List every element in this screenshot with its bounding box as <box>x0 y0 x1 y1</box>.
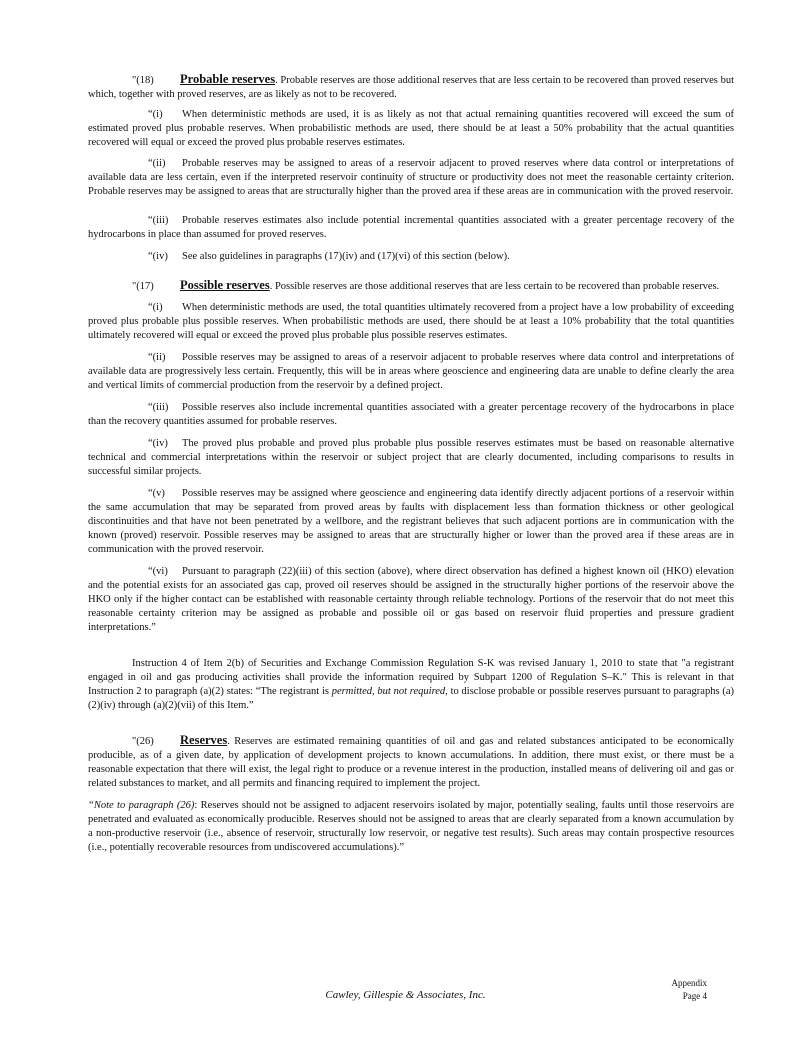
possible-reserves-heading <box>88 278 734 294</box>
section-number: "(17) <box>132 281 154 292</box>
possible-item-v: “(v) Possible reserves may be assigned where geoscience and engineering data identify directly adjacent portions of a reservoir within the same accumulation that may be separated from proved areas by faults with displacement less than formation thickness or other geological discontinuities and that have not been penetrated by a wellbore, and the registrant believes that such adjacent portions are in communication with the known (proved) reservoir. Possible reserves may be assigned to areas that are structurally higher or lower than the proved area if these areas are in communication with the proved reservoir. <box>88 488 734 555</box>
possible-item-iii: “(iii) Possible reserves also include incremental quantities associated with a greater percentage recovery of the hydrocarbons in place than the recovery quantities assumed for probable reserves. <box>88 402 734 427</box>
footer-company: Cawley, Gillespie & Associates, Inc. <box>325 989 486 1001</box>
footer-page-number: Page 4 <box>682 991 707 1001</box>
section-number: "(26) <box>132 736 154 747</box>
reserves-heading <box>88 733 734 791</box>
section-title: Probable reserves <box>180 72 276 86</box>
instruction-paragraph: Instruction 4 of Item 2(b) of Securities and Exchange Commission Regulation S-K was revised January 1, 2010 to state that "a registrant engaged in oil and gas producing activities shall provide the information required by Subpart 1200 of Regulation S–K." This is relevant in that Instruction 2 to paragraph (a)(2) states: “The registrant is permitted, but not required, to disclose probable or possible reserves pursuant to paragraphs (a)(2)(iv) through (a)(2)(vii) of this Item.” <box>88 658 734 711</box>
probable-item-iv: “(iv) See also guidelines in paragraphs (17)(iv) and (17)(vi) of this section (below). <box>148 251 510 262</box>
section-intro: . Possible reserves are those additional reserves that are less certain to be recovered than probable reserves. <box>269 281 720 292</box>
possible-item-iv: “(iv) The proved plus probable and proved plus probable plus possible reserves estimates must be based on reasonable alternative technical and commercial interpretations within the reservoir or subject project that are clearly documented, including comparisons to results in successful similar projects. <box>88 438 734 477</box>
possible-item-vi: “(vi) Pursuant to paragraph (22)(iii) of this section (above), where direct observation has defined a highest known oil (HKO) elevation and the potential exists for an associated gas cap, proved oil reserves should be assigned in the structurally higher portions of the reservoir above the HKO only if the higher contact can be established with reasonable certainty through reliable technology. Portions of the reservoir that do not meet this reasonable certainty criterion may be assigned as probable and possible oil or gas based on reservoir fluid properties and pressure gradient interpretations.” <box>88 566 734 633</box>
reserves-note <box>88 799 734 855</box>
footer-section: Appendix <box>671 978 707 988</box>
probable-item-i: “(i) When deterministic methods are used, it is as likely as not that actual remaining quantities recovered will exceed the sum of estimated proved plus probable reserves. When probabilistic methods are used, there should be at least a 50% probability that the actual quantities recovered will equal or exceed the proved plus probable reserves estimates. <box>88 109 734 148</box>
section-intro: . Reserves are estimated remaining quantities of oil and gas and related substances anticipated to be economically producible, as of a given date, by application of development projects to known accumulations. In addition, there must exist, or there must be a reasonable expectation that there will exist, the legal right to produce or a revenue interest in the production, installed means of delivering oil and gas or related substances to market, and all permits and financing required to implement the project. <box>88 736 734 789</box>
section-intro: . Probable reserves are those additional reserves that are less certain to be recovered than proved reserves but which, together with proved reserves, are as likely as not to be recovered. <box>88 75 734 100</box>
probable-reserves-heading <box>88 72 734 102</box>
footer-page-info <box>672 977 708 1003</box>
possible-item-i: “(i) When deterministic methods are used, the total quantities ultimately recovered from a project have a low probability of exceeding proved plus probable plus possible reserves. When probabilistic methods are used, there should be at least a 10% probability that the total quantities ultimately recovered will equal or exceed the proved plus probable plus possible reserves estimates. <box>88 302 734 341</box>
section-number: "(18) <box>132 75 154 86</box>
section-title: Possible reserves <box>180 278 270 292</box>
possible-item-ii: “(ii) Possible reserves may be assigned to areas of a reservoir adjacent to probable reserves where data control and interpretations of available data are progressively less certain. Frequently, this will be in areas where geoscience and engineering data are unable to define clearly the area and vertical limits of commercial production from the reservoir by a defined project. <box>88 352 734 391</box>
probable-item-iii: “(iii) Probable reserves estimates also include potential incremental quantities associated with a greater percentage recovery of the hydrocarbons in place than assumed for proved reserves. <box>88 215 734 240</box>
probable-item-ii: “(ii) Probable reserves may be assigned to areas of a reservoir adjacent to proved reserves where data control or interpretations of available data are less certain, even if the interpreted reservoir continuity of structure or productivity does not meet the reasonable certainty criterion. Probable reserves may be assigned to areas that are structurally higher than the proved area if these areas are in communication with the proved reservoir. <box>88 158 734 197</box>
section-title: Reserves <box>180 733 228 747</box>
note-text: : Reserves should not be assigned to adjacent reservoirs isolated by major, potentially sealing, faults until those reservoirs are penetrated and evaluated as economically producible. Reserves should not be assigned to areas that are clearly separated from a known accumulation by a non-productive reservoir (i.e., absence of reservoir, structurally low reservoir, or negative test results). Such areas may contain prospective resources (i.e., potentially recoverable resources from undiscovered accumulations).” <box>88 800 734 853</box>
note-label: “Note to paragraph (26) <box>88 800 195 811</box>
document-body <box>88 72 734 855</box>
